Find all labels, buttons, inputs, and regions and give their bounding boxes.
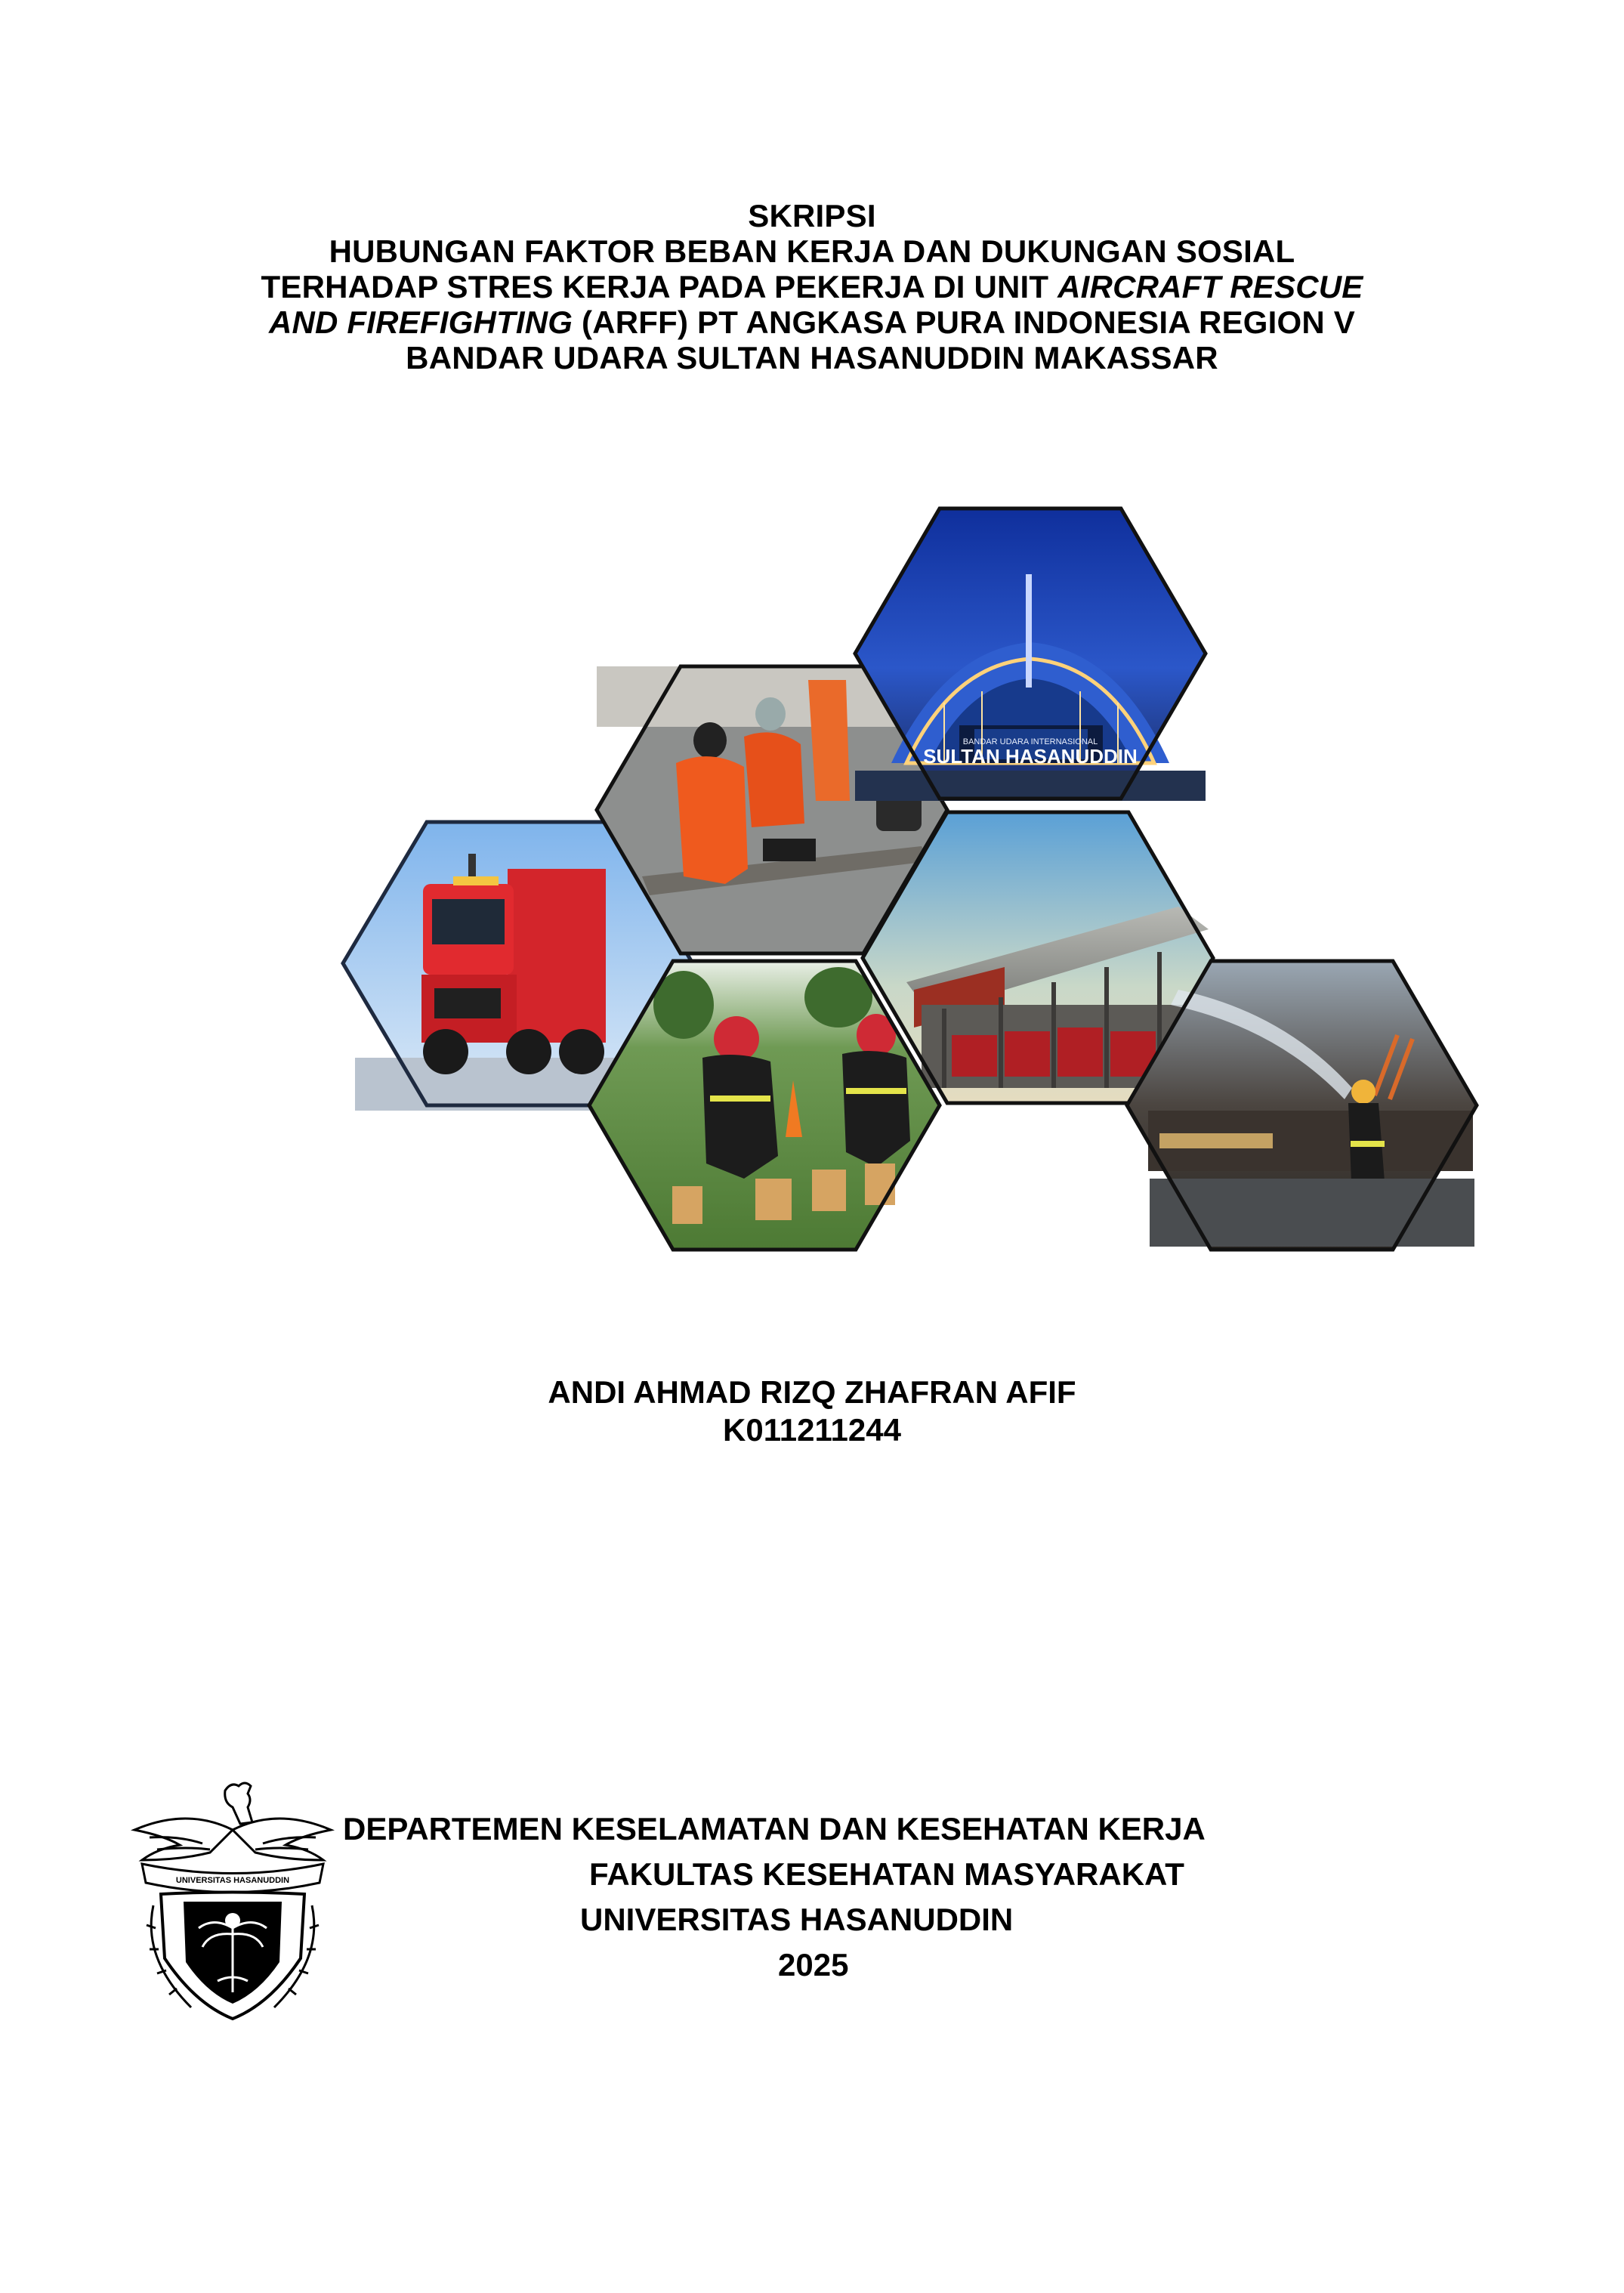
university-logo bbox=[119, 1777, 346, 2026]
department-name: DEPARTEMEN KESELAMATAN DAN KESEHATAN KERJA bbox=[343, 1811, 1206, 1846]
thesis-year: 2025 bbox=[778, 1947, 849, 1982]
title-line-5: BANDAR UDARA SULTAN HASANUDDIN MAKASSAR bbox=[406, 340, 1218, 375]
title-line-3-plain: TERHADAP STRES KERJA PADA PEKERJA DI UNIT bbox=[261, 269, 1058, 304]
student-id: K011211244 bbox=[723, 1412, 901, 1448]
title-line-3-italic: AIRCRAFT RESCUE bbox=[1057, 269, 1363, 304]
title-line-4-italic: AND FIREFIGHTING bbox=[268, 304, 573, 340]
university-name: UNIVERSITAS HASANUDDIN bbox=[580, 1902, 1014, 1937]
title-line-2: HUBUNGAN FAKTOR BEBAN KERJA DAN DUKUNGAN SOSIAL bbox=[329, 233, 1295, 269]
author-name: ANDI AHMAD RIZQ ZHAFRAN AFIF bbox=[548, 1374, 1076, 1410]
faculty-name: FAKULTAS KESEHATAN MASYARAKAT bbox=[589, 1856, 1184, 1892]
terminal-sign-line2: SULTAN HASANUDDIN bbox=[923, 745, 1138, 768]
terminal-sign-line1: BANDAR UDARA INTERNASIONAL bbox=[962, 737, 1098, 746]
water-spray-photo bbox=[1127, 961, 1477, 1250]
title-line-4-plain: (ARFF) PT ANGKASA PURA INDONESIA REGION V bbox=[573, 304, 1356, 340]
title-skripsi: SKRIPSI bbox=[748, 198, 876, 233]
airport-terminal-photo bbox=[855, 508, 1206, 801]
logo-ribbon-text: UNIVERSITAS HASANUDDIN bbox=[175, 1876, 290, 1885]
author-block bbox=[0, 1374, 1624, 1449]
